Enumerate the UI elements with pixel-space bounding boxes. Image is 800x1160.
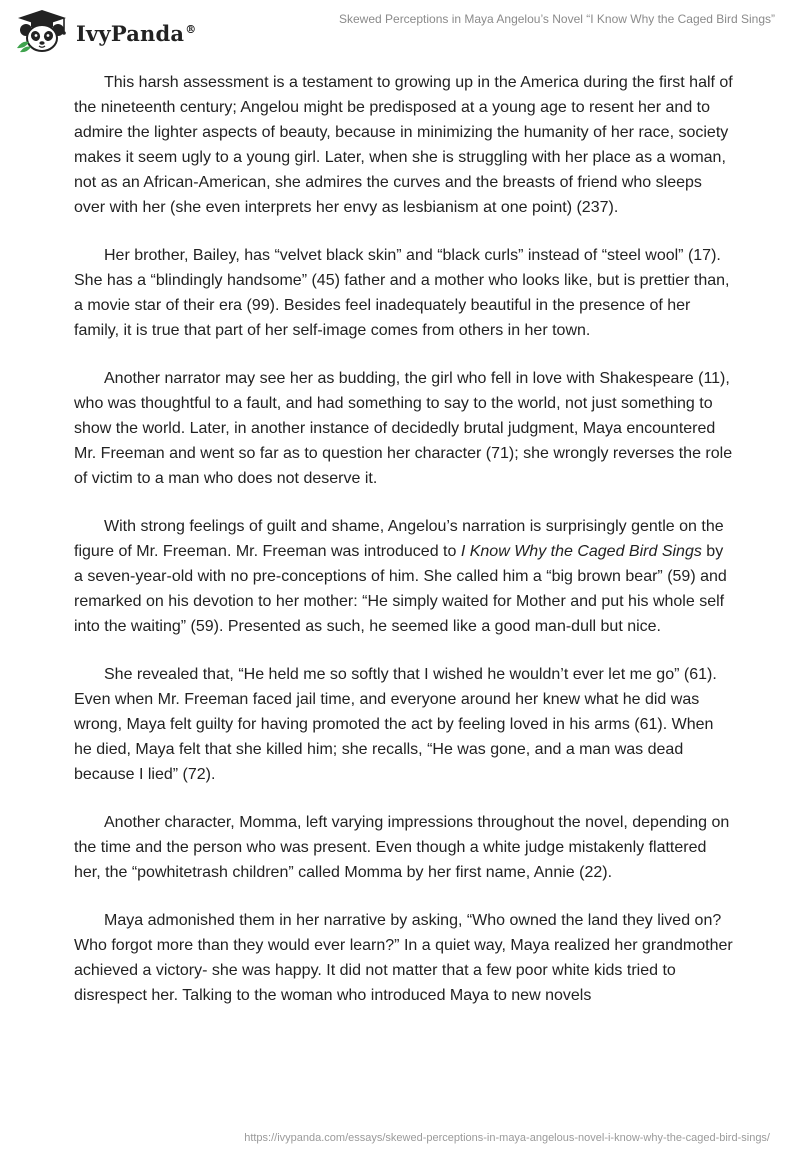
paragraph: Maya admonished them in her narrative by asking, “Who owned the land they lived on? Who forgot more than they would ever learn?” In a quiet way, Maya realized her grandmother achieved a victory- she was happy. It did not matter that a few poor white kids tried to disrespect her. Talking to the woman who introduced Maya to new novels — [74, 912, 733, 1004]
brand-name: IvyPanda® — [76, 20, 197, 46]
paragraph: Another character, Momma, left varying impressions throughout the novel, depending on the time and the person who was present. Even though a white judge mistakenly flattered her, the “powhitetrash children” called Momma by her first name, Annie (22). — [74, 814, 730, 881]
brand-logo[interactable] — [14, 8, 196, 54]
source-url[interactable]: https://ivypanda.com/essays/skewed-perceptions-in-maya-angelous-novel-i-know-why-the-caged-bird-sings/ — [244, 1132, 770, 1144]
paragraph: Her brother, Bailey, has “velvet black skin” and “black curls” instead of “steel wool” (17). She has a “blindingly handsome” (45) father and a mother who looks like, but is prettier than, a movie star of their era (99). Besides feel inadequately beautiful in the presence of her family, it is true that part of her self-image comes from others in her town. — [74, 247, 730, 339]
page-header — [0, 0, 800, 60]
paragraph-text: With strong feelings of guilt and shame, Angelou’s narration is surprisingly gentle on the figure of Mr. Freeman. Mr. Freeman was introduced to — [74, 518, 724, 560]
paragraph — [74, 514, 734, 639]
registered-mark: ® — [185, 22, 197, 36]
paragraph: She revealed that, “He held me so softly that I wished he wouldn’t ever let me go” (61). Even when Mr. Freeman faced jail time, and everyone around her knew what he did was wrong, Maya felt guilty for having promoted the act by feeling loved in his arms (61). When he died, Maya felt that she killed him; she recalls, “He was gone, and a man was dead because I lied” (72). — [74, 666, 717, 783]
document-title: Skewed Perceptions in Maya Angelou’s Novel “I Know Why the Caged Bird Sings” — [338, 12, 775, 26]
panda-graduate-icon — [14, 8, 70, 54]
paragraph-text: by a seven-year-old with no pre-conceptions of him. She called him a “big brown bear” (59) and remarked on his devotion to her mother: “He simply waited for Mother and put his whole self into the waiting” (59). Presented as such, he seemed like a good man-dull but nice. — [74, 543, 727, 635]
paragraph: Another narrator may see her as budding, the girl who fell in love with Shakespeare (11), who was thoughtful to a fault, and had something to say to the world, not just something to show the world. Later, in another instance of decidedly brutal judgment, Maya encountered Mr. Freeman and went so far as to question her character (71); she wrongly reverses the role of victim to a man who does not deserve it. — [74, 370, 733, 487]
paragraph: This harsh assessment is a testament to growing up in the America during the first half of the nineteenth century; Angelou might be predisposed at a young age to resent her and to admire the lighter aspects of beauty, because in minimizing the humanity of her race, society makes it seem ugly to a young girl. Later, when she is struggling with her place as a woman, not as an African-American, she admires the curves and the breasts of friend who sleeps over with her (she even interprets her envy as lesbianism at one point) (237). — [74, 74, 733, 216]
book-title: I Know Why the Caged Bird Sings — [460, 543, 702, 560]
essay-body — [74, 70, 734, 1031]
